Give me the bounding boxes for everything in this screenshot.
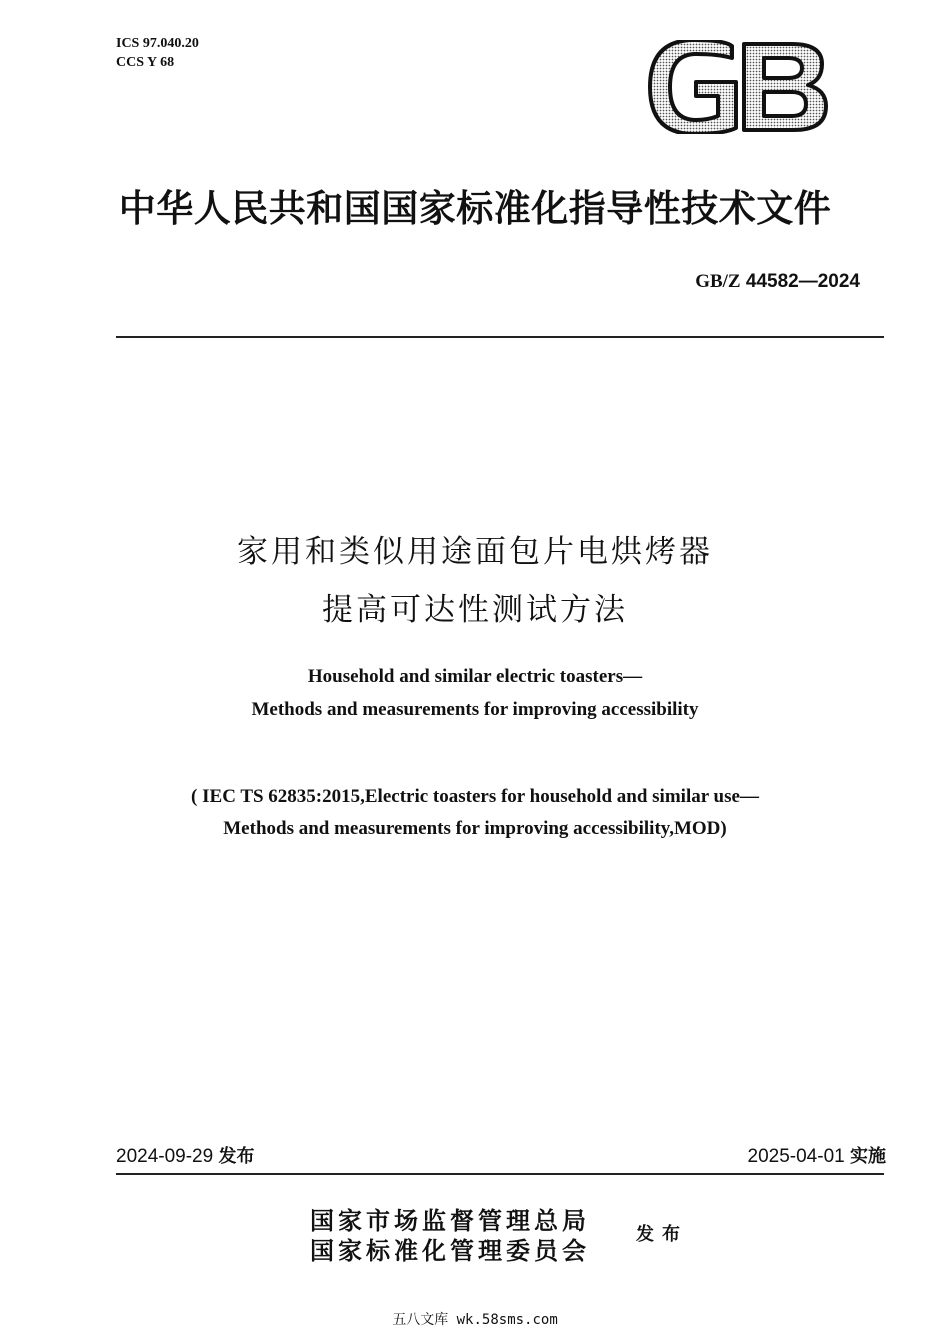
publish-verb: 发布	[636, 1224, 688, 1245]
bottom-divider	[116, 1173, 884, 1175]
title-zh-line2: 提高可达性测试方法	[322, 592, 628, 628]
issue-label: 发布	[218, 1146, 255, 1167]
title-zh-line1: 家用和类似用途面包片电烘烤器	[237, 534, 713, 570]
document-type-heading: 中华人民共和国国家标准化指导性技术文件	[118, 187, 832, 230]
issue-date	[116, 1142, 254, 1168]
title-en-line2: Methods and measurements for improving accessibility	[251, 699, 699, 720]
standard-code: 44582—2024	[745, 271, 860, 292]
implementation-date-value: 2025-04-01	[747, 1146, 845, 1167]
implementation-date	[748, 1142, 886, 1168]
implementation-label: 实施	[850, 1146, 886, 1167]
adoption-line1: ( IEC TS 62835:2015,Electric toasters for household and similar use—	[191, 786, 759, 807]
standard-prefix: GB/Z	[695, 271, 741, 292]
ccs-code: CCS Y 68	[116, 55, 175, 70]
publisher-line2: 国家标准化管理委员会	[310, 1236, 590, 1265]
adoption-line2: Methods and measurements for improving accessibility,MOD)	[223, 818, 727, 839]
gb-logo	[644, 40, 832, 134]
classification-codes	[116, 34, 199, 72]
top-divider	[116, 336, 884, 338]
standard-number	[695, 271, 860, 293]
ics-code: ICS 97.040.20	[116, 36, 199, 51]
issue-date-value: 2024-09-29	[116, 1146, 214, 1167]
watermark-footer: 五八文库 wk.58sms.com	[392, 1312, 558, 1328]
title-en-line1: Household and similar electric toasters—	[307, 666, 643, 687]
publisher-line1: 国家市场监督管理总局	[310, 1206, 590, 1235]
